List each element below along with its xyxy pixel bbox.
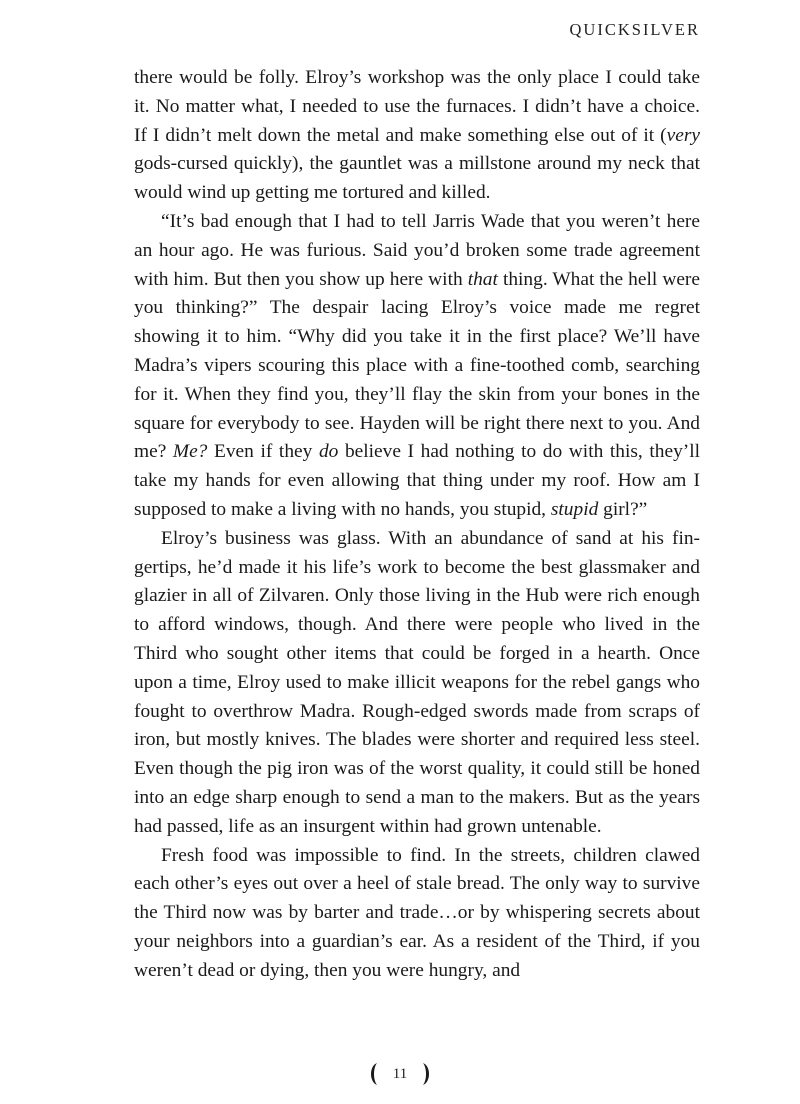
- left-ornament-icon: [367, 1062, 379, 1086]
- italic-text: stupid: [550, 498, 599, 520]
- text-run: Even if they: [207, 441, 319, 463]
- paragraph: [134, 64, 700, 208]
- text-run: thing. What the hell were you thinking?” The despair lacing Elroy’s voice made me regret showing it to him. “Why did you take it in the first place? We’ll have Madra’s vipers scouring this place with a fine-toothed comb, searching for it. When they find you, they’ll flay the skin from your bones in the square for everybody to see. Hayden will be right there next to you. And me?: [134, 268, 700, 463]
- text-run: girl?”: [598, 498, 648, 520]
- italic-text: Me?: [172, 441, 208, 463]
- italic-text: very: [666, 124, 700, 146]
- body-text: [134, 64, 700, 986]
- italic-text: that: [467, 268, 498, 290]
- running-head: QUICKSILVER: [569, 20, 700, 39]
- right-ornament-icon: [421, 1062, 433, 1086]
- text-run: Fresh food was impossible to find. In the streets, children clawed each other’s eyes out over a heel of stale bread. The only way to survive the Third now was by barter and trade…or by whispering secrets about your neighbors into a guardian’s ear. As a resident of the Third, if you weren’t dead or dying, then you were hungry, and: [134, 844, 700, 981]
- paragraph: [134, 842, 700, 986]
- paragraph: [134, 208, 700, 525]
- text-run: Elroy’s business was glass. With an abundance of sand at his fingertips, he’d made it his life’s work to become the best glassmaker and glazier in all of Zilvaren. Only those living in the Hub were rich enough to afford windows, though. And there were people who lived in the Third who sought other items that could be forged in a hearth. Once upon a time, Elroy used to make illicit weapons for the rebel gangs who fought to overthrow Madra. Rough-edged swords made from scraps of iron, but mostly knives. The blades were shorter and required less steel. Even though the pig iron was of the worst quality, it could still be honed into an edge sharp enough to send a man to the makers. But as the years had passed, life as an insurgent within had grown untenable.: [134, 527, 700, 837]
- text-run: gods-cursed quickly), the gauntlet was a millstone around my neck that would wind up getting me tortured and killed.: [134, 153, 700, 204]
- text-run: “It’s bad enough that I had to tell Jarris Wade that you weren’t here an hour ago. He was furious. Said you’d broken some trade agreement with him. But then you show up here with: [134, 210, 700, 290]
- text-run: believe I had nothing to do with this, they’ll take my hands for even allowing that thing under my roof. How am I supposed to make a living with no hands, you stupid,: [134, 441, 700, 520]
- paragraph: [134, 525, 700, 842]
- page-number: 11: [392, 1065, 408, 1082]
- italic-text: do: [318, 441, 339, 463]
- page-footer: [0, 1062, 800, 1086]
- text-run: there would be folly. Elroy’s workshop was the only place I could take it. No matter what, I needed to use the furnaces. I didn’t have a choice. If I didn’t melt down the metal and make something else out of it (: [134, 67, 700, 146]
